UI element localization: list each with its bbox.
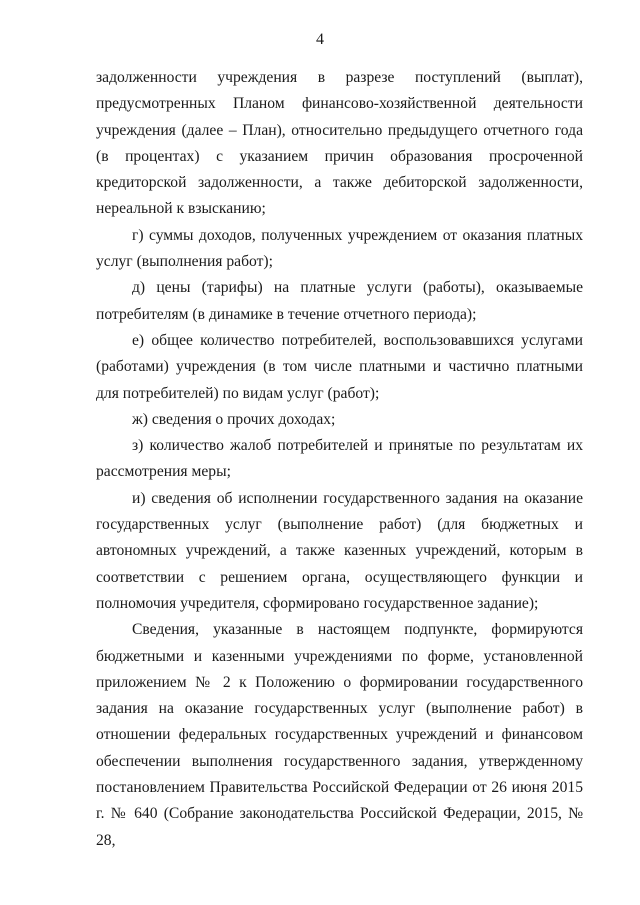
paragraph-info: Сведения, указанные в настоящем подпункте, формируются бюджетными и казенными учреждениями по форме, установленной приложением № 2 к Положению о формировании государственного задания на оказание государственных услуг (выполнение работ) в отношении федеральных государственных учреждений и финансовом обеспечении выполнения государственного задания, утвержденному постановлением Правительства Российской Федерации от 26 июня 2015 г. № 640 (Собрание законодательства Российской Федерации, 2015, № 28, [96, 621, 583, 849]
document-body [96, 65, 583, 854]
paragraph-item-i: и) сведения об исполнении государственного задания на оказание государственных услуг (выполнение работ) (для бюджетных и автономных учреждений, а также казенных учреждений, которым в соответствии с решением органа, осуществляющего функции и полномочия учредителя, сформировано государственное задание); [96, 489, 583, 612]
paragraph-item-zh: ж) сведения о прочих доходах; [132, 410, 336, 428]
page-number: 4 [316, 31, 324, 48]
paragraph-continuation: задолженности учреждения в разрезе поступлений (выплат), предусмотренных Планом финансово-хозяйственной деятельности учреждения (далее – План), относительно предыдущего отчетного года (в процентах) с указанием причин образования просроченной кредиторской задолженности, а также дебиторской задолженности, нереальной к взысканию; [96, 69, 583, 218]
paragraph-item-d: д) цены (тарифы) на платные услуги (работы), оказываемые потребителям (в динамике в течение отчетного периода); [96, 279, 583, 323]
paragraph-item-g: г) суммы доходов, полученных учреждением от оказания платных услуг (выполнения работ); [96, 226, 583, 271]
paragraph-item-z: з) количество жалоб потребителей и принятые по результатам их рассмотрения меры; [96, 437, 583, 481]
paragraph-item-e: е) общее количество потребителей, воспользовавшихся услугами (работами) учреждения (в том числе платными и частично платными для потребителей) по видам услуг (работ); [96, 331, 583, 402]
